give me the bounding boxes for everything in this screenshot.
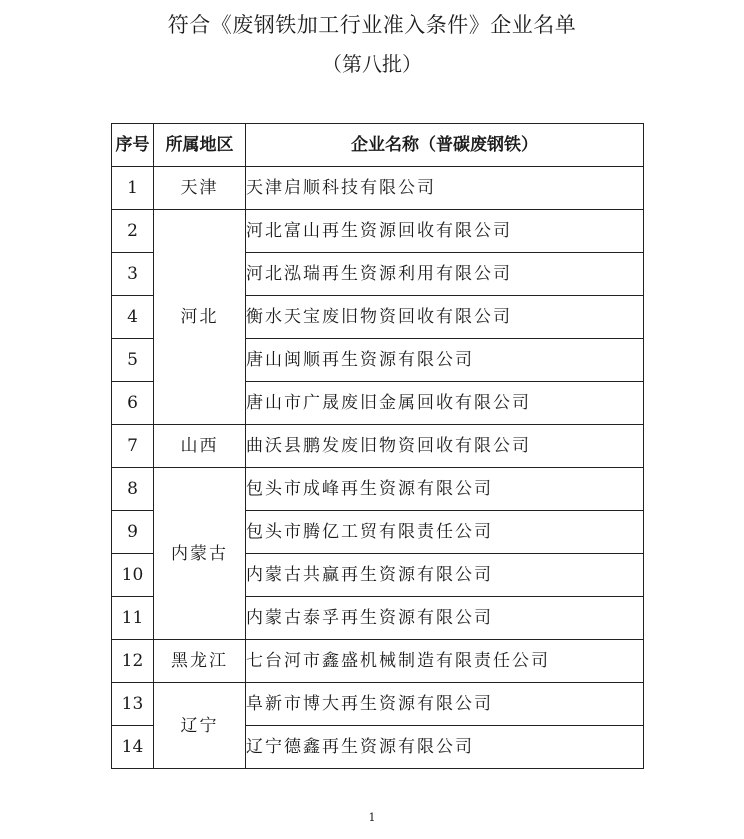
row-company: 唐山市广晟废旧金属回收有限公司 <box>246 382 644 425</box>
row-no: 6 <box>112 382 154 425</box>
document-subtitle: （第八批） <box>322 52 422 76</box>
row-region: 黑龙江 <box>154 640 246 683</box>
row-no: 1 <box>112 167 154 210</box>
row-no: 14 <box>112 726 154 769</box>
company-table <box>111 123 644 769</box>
row-no: 13 <box>112 683 154 726</box>
table-row <box>112 640 644 683</box>
document-title: 符合《废钢铁加工行业准入条件》企业名单 <box>167 13 577 37</box>
row-region: 内蒙古 <box>154 468 246 640</box>
page-number: 1 <box>368 811 376 824</box>
row-no: 5 <box>112 339 154 382</box>
row-region: 辽宁 <box>154 683 246 769</box>
table-row <box>112 468 644 511</box>
row-company: 衡水天宝废旧物资回收有限公司 <box>246 296 644 339</box>
table-row <box>112 683 644 726</box>
row-company: 阜新市博大再生资源有限公司 <box>246 683 644 726</box>
row-no: 9 <box>112 511 154 554</box>
row-no: 3 <box>112 253 154 296</box>
row-company: 河北泓瑞再生资源利用有限公司 <box>246 253 644 296</box>
row-region: 山西 <box>154 425 246 468</box>
header-region: 所属地区 <box>154 124 246 167</box>
row-no: 10 <box>112 554 154 597</box>
row-company: 唐山闽顺再生资源有限公司 <box>246 339 644 382</box>
row-no: 11 <box>112 597 154 640</box>
row-company: 包头市腾亿工贸有限责任公司 <box>246 511 644 554</box>
row-region: 天津 <box>154 167 246 210</box>
row-region: 河北 <box>154 210 246 425</box>
row-no: 7 <box>112 425 154 468</box>
row-company: 七台河市鑫盛机械制造有限责任公司 <box>246 640 644 683</box>
table-row <box>112 167 644 210</box>
row-no: 2 <box>112 210 154 253</box>
row-company: 包头市成峰再生资源有限公司 <box>246 468 644 511</box>
row-company: 曲沃县鹏发废旧物资回收有限公司 <box>246 425 644 468</box>
row-company: 河北富山再生资源回收有限公司 <box>246 210 644 253</box>
table-row <box>112 425 644 468</box>
row-company: 辽宁德鑫再生资源有限公司 <box>246 726 644 769</box>
row-no: 8 <box>112 468 154 511</box>
header-no: 序号 <box>112 124 154 167</box>
row-company: 内蒙古泰孚再生资源有限公司 <box>246 597 644 640</box>
table-header-row <box>112 124 644 167</box>
header-company: 企业名称（普碳废钢铁） <box>246 124 644 167</box>
row-no: 4 <box>112 296 154 339</box>
row-no: 12 <box>112 640 154 683</box>
row-company: 天津启顺科技有限公司 <box>246 167 644 210</box>
row-company: 内蒙古共赢再生资源有限公司 <box>246 554 644 597</box>
table-row <box>112 210 644 253</box>
